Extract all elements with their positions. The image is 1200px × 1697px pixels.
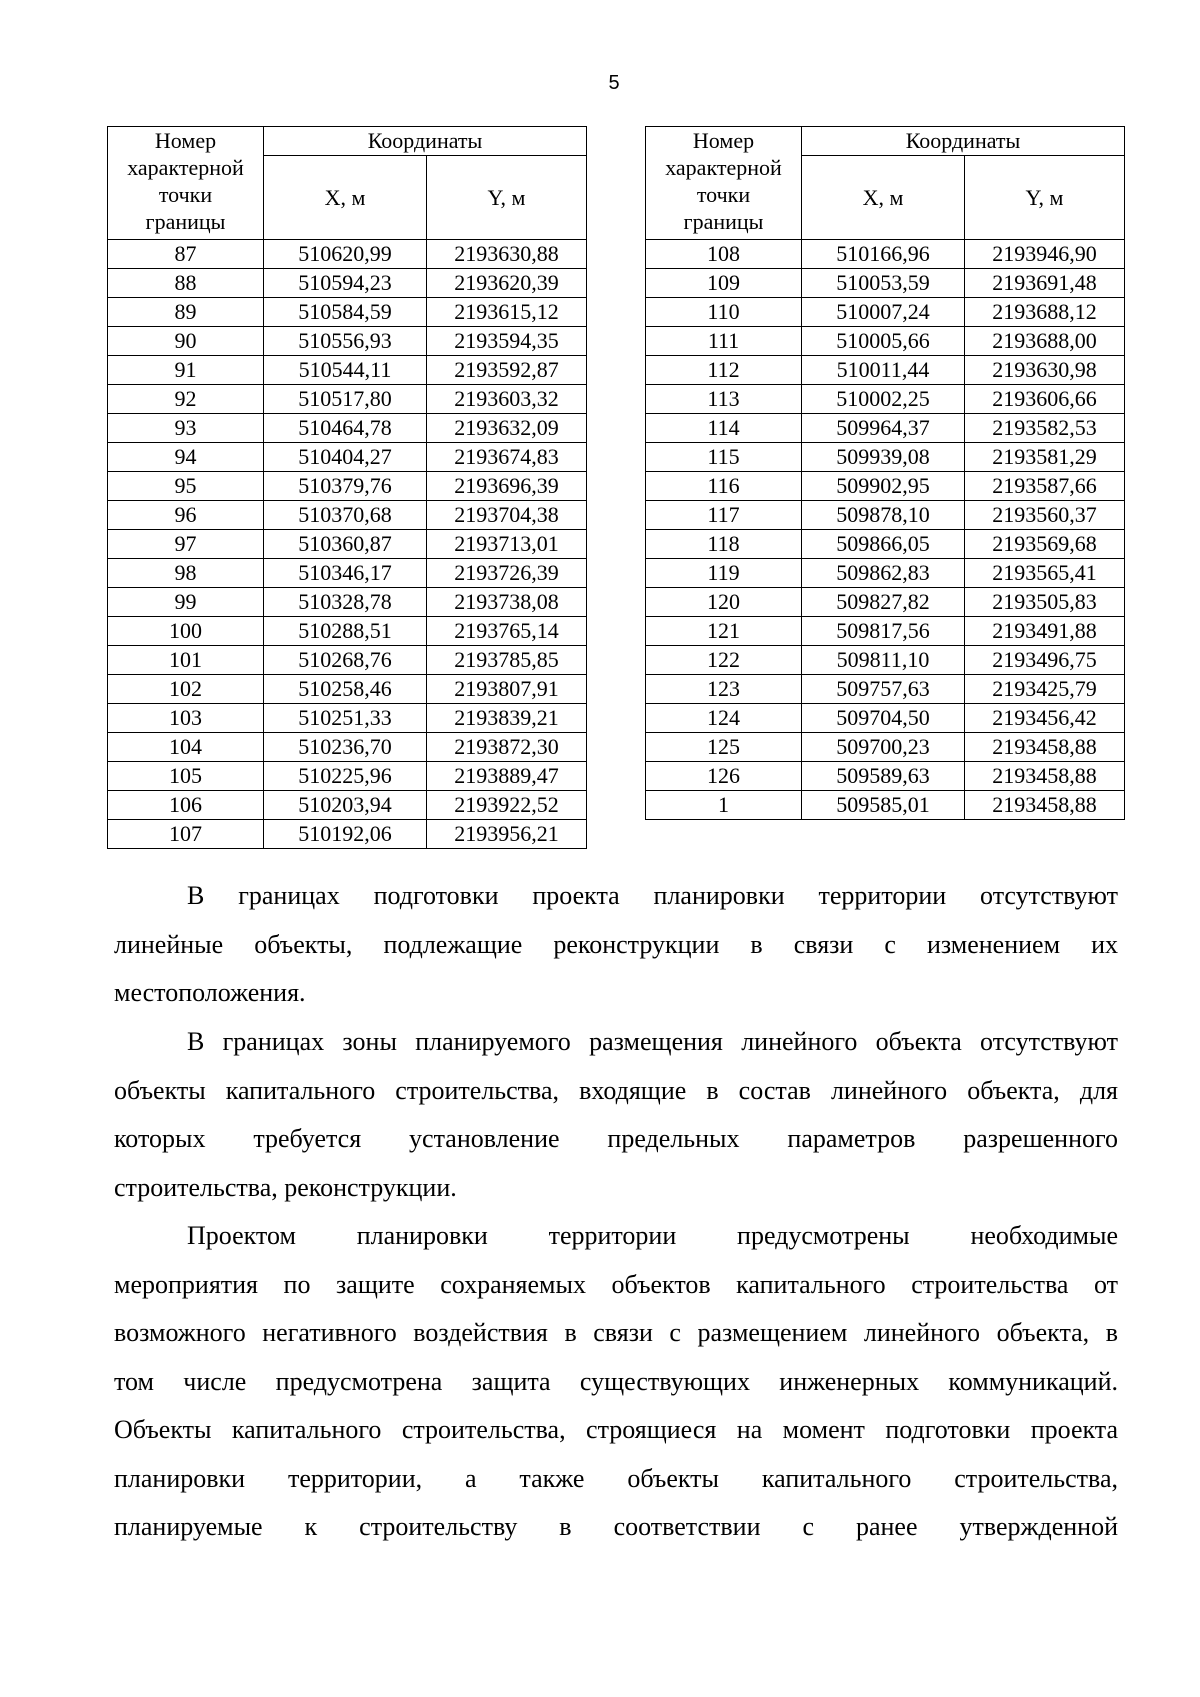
y-coordinate-cell: 2193630,88 [427,240,587,269]
x-coordinate-cell: 510620,99 [264,240,427,269]
coordinates-table-left [107,126,587,849]
point-number-cell: 115 [646,443,802,472]
y-coordinate-cell: 2193594,35 [427,327,587,356]
y-coordinate-cell: 2193569,68 [965,530,1125,559]
x-coordinate-cell: 510404,27 [264,443,427,472]
point-number-cell: 114 [646,414,802,443]
point-number-cell: 97 [108,530,264,559]
y-coordinate-cell: 2193688,12 [965,298,1125,327]
y-coordinate-cell: 2193560,37 [965,501,1125,530]
x-coordinate-cell: 510192,06 [264,820,427,849]
x-coordinate-cell: 509878,10 [802,501,965,530]
point-number-cell: 113 [646,385,802,414]
y-coordinate-cell: 2193582,53 [965,414,1125,443]
coordinates-table-right [645,126,1125,820]
table-row [646,675,1125,704]
y-coordinate-cell: 2193458,88 [965,791,1125,820]
y-coordinate-cell: 2193425,79 [965,675,1125,704]
text-line: планировки территории, а также объекты капитального строительства, [114,1463,1118,1493]
point-number-cell: 119 [646,559,802,588]
y-coordinate-cell: 2193713,01 [427,530,587,559]
x-coordinate-cell: 510584,59 [264,298,427,327]
table-row [108,240,587,269]
table-row [108,414,587,443]
y-coordinate-cell: 2193839,21 [427,704,587,733]
x-coordinate-cell: 509704,50 [802,704,965,733]
x-coordinate-cell: 510346,17 [264,559,427,588]
y-coordinate-cell: 2193620,39 [427,269,587,298]
text-line: том числе предусмотрена защита существующих инженерных коммуникаций. [114,1366,1118,1396]
point-number-cell: 117 [646,501,802,530]
table-row [646,356,1125,385]
table-row [646,646,1125,675]
x-coordinate-cell: 509862,83 [802,559,965,588]
point-number-cell: 91 [108,356,264,385]
text-line: объекты капитального строительства, входящие в состав линейного объекта, для [114,1075,1118,1105]
table-row [108,356,587,385]
y-coordinate-cell: 2193807,91 [427,675,587,704]
x-coordinate-cell: 510517,80 [264,385,427,414]
y-coordinate-cell: 2193505,83 [965,588,1125,617]
x-coordinate-cell: 510556,93 [264,327,427,356]
x-coordinate-cell: 510236,70 [264,733,427,762]
table-row [646,327,1125,356]
point-number-cell: 94 [108,443,264,472]
text-line: Объекты капитального строительства, строящиеся на момент подготовки проекта [114,1415,1118,1444]
point-number-cell: 121 [646,617,802,646]
table-row [108,501,587,530]
y-coordinate-cell: 2193632,09 [427,414,587,443]
x-coordinate-cell: 510594,23 [264,269,427,298]
y-coordinate-cell: 2193674,83 [427,443,587,472]
y-coordinate-cell: 2193630,98 [965,356,1125,385]
point-number-cell: 1 [646,791,802,820]
table-row [108,646,587,675]
x-coordinate-cell: 510005,66 [802,327,965,356]
x-coordinate-cell: 509700,23 [802,733,965,762]
point-number-cell: 100 [108,617,264,646]
point-number-cell: 118 [646,530,802,559]
y-coordinate-cell: 2193456,42 [965,704,1125,733]
y-coordinate-cell: 2193889,47 [427,762,587,791]
point-number-cell: 101 [108,646,264,675]
table-row [646,588,1125,617]
x-coordinate-cell: 509902,95 [802,472,965,501]
y-coordinate-cell: 2193458,88 [965,762,1125,791]
x-coordinate-cell: 510370,68 [264,501,427,530]
x-coordinate-cell: 509585,01 [802,791,965,820]
point-number-cell: 96 [108,501,264,530]
table-row [108,588,587,617]
y-coordinate-cell: 2193615,12 [427,298,587,327]
x-header: X, м [802,156,965,240]
table-row [108,820,587,849]
y-header: Y, м [965,156,1125,240]
x-coordinate-cell: 510225,96 [264,762,427,791]
point-number-cell: 105 [108,762,264,791]
table-row [646,269,1125,298]
point-number-cell: 112 [646,356,802,385]
x-coordinate-cell: 510288,51 [264,617,427,646]
point-number-cell: 123 [646,675,802,704]
y-coordinate-cell: 2193691,48 [965,269,1125,298]
x-coordinate-cell: 510251,33 [264,704,427,733]
point-number-cell: 116 [646,472,802,501]
point-number-cell: 126 [646,762,802,791]
y-coordinate-cell: 2193592,87 [427,356,587,385]
y-coordinate-cell: 2193956,21 [427,820,587,849]
point-number-cell: 95 [108,472,264,501]
y-header: Y, м [427,156,587,240]
y-coordinate-cell: 2193785,85 [427,646,587,675]
table-row [108,762,587,791]
x-coordinate-cell: 510268,76 [264,646,427,675]
paragraph-capital-objects [114,1018,1118,1212]
y-coordinate-cell: 2193696,39 [427,472,587,501]
point-number-cell: 99 [108,588,264,617]
table-row [108,617,587,646]
table-row [108,559,587,588]
x-coordinate-cell: 510360,87 [264,530,427,559]
paragraph-protection-measures [114,1212,1118,1552]
point-number-cell: 88 [108,269,264,298]
table-row [108,530,587,559]
x-coordinate-cell: 509827,82 [802,588,965,617]
x-coordinate-cell: 509817,56 [802,617,965,646]
coordinates-header: Координаты [264,127,587,156]
point-number-cell: 106 [108,791,264,820]
text-line: мероприятия по защите сохраняемых объектов капитального строительства от [114,1269,1118,1299]
x-coordinate-cell: 509964,37 [802,414,965,443]
x-coordinate-cell: 509757,63 [802,675,965,704]
x-coordinate-cell: 510379,76 [264,472,427,501]
point-number-cell: 120 [646,588,802,617]
page-number: 5 [608,72,620,94]
x-coordinate-cell: 510011,44 [802,356,965,385]
point-number-cell: 93 [108,414,264,443]
y-coordinate-cell: 2193922,52 [427,791,587,820]
y-coordinate-cell: 2193458,88 [965,733,1125,762]
text-line: В границах зоны планируемого размещения линейного объекта отсутствуют [187,1027,1118,1056]
text-line: возможного негативного воздействия в связи с размещением линейного объекта, в [114,1318,1118,1347]
x-coordinate-cell: 510203,94 [264,791,427,820]
table-row [646,414,1125,443]
y-coordinate-cell: 2193491,88 [965,617,1125,646]
text-line: Проектом планировки территории предусмотрены необходимые [187,1221,1118,1250]
x-coordinate-cell: 510258,46 [264,675,427,704]
y-coordinate-cell: 2193704,38 [427,501,587,530]
x-coordinate-cell: 509866,05 [802,530,965,559]
point-number-cell: 90 [108,327,264,356]
table-row [646,298,1125,327]
point-number-cell: 122 [646,646,802,675]
x-coordinate-cell: 510464,78 [264,414,427,443]
point-number-cell: 109 [646,269,802,298]
text-line: которых требуется установление предельных параметров разрешенного [114,1124,1118,1153]
y-coordinate-cell: 2193603,32 [427,385,587,414]
table-row [646,385,1125,414]
table-row [646,472,1125,501]
table-row [646,733,1125,762]
point-number-cell: 108 [646,240,802,269]
y-coordinate-cell: 2193946,90 [965,240,1125,269]
table-row [646,762,1125,791]
y-coordinate-cell: 2193606,66 [965,385,1125,414]
table-row [646,530,1125,559]
table-row [108,298,587,327]
point-number-cell: 103 [108,704,264,733]
point-number-cell: 110 [646,298,802,327]
y-coordinate-cell: 2193765,14 [427,617,587,646]
point-number-cell: 98 [108,559,264,588]
point-number-cell: 124 [646,704,802,733]
table-row [646,443,1125,472]
x-coordinate-cell: 509811,10 [802,646,965,675]
table-row [108,327,587,356]
text-line: строительства, реконструкции. [114,1172,457,1202]
text-line: линейные объекты, подлежащие реконструкции в связи с изменением их [114,929,1118,959]
x-coordinate-cell: 510053,59 [802,269,965,298]
table-row [646,617,1125,646]
point-number-cell: 92 [108,385,264,414]
table-row [646,704,1125,733]
point-number-cell: 125 [646,733,802,762]
table-row [108,385,587,414]
x-coordinate-cell: 510007,24 [802,298,965,327]
y-coordinate-cell: 2193581,29 [965,443,1125,472]
x-coordinate-cell: 509939,08 [802,443,965,472]
y-coordinate-cell: 2193587,66 [965,472,1125,501]
point-number-cell: 107 [108,820,264,849]
table-row [108,675,587,704]
table-row [646,501,1125,530]
x-coordinate-cell: 510328,78 [264,588,427,617]
table-row [108,704,587,733]
point-number-cell: 104 [108,733,264,762]
y-coordinate-cell: 2193496,75 [965,646,1125,675]
x-coordinate-cell: 510002,25 [802,385,965,414]
table-row [108,443,587,472]
table-row [646,791,1125,820]
table-row [646,240,1125,269]
table-row [108,733,587,762]
x-coordinate-cell: 510166,96 [802,240,965,269]
table-row [108,791,587,820]
x-coordinate-cell: 509589,63 [802,762,965,791]
y-coordinate-cell: 2193688,00 [965,327,1125,356]
text-line: планируемые к строительству в соответствии с ранее утвержденной [114,1512,1118,1541]
table-row [108,472,587,501]
y-coordinate-cell: 2193726,39 [427,559,587,588]
point-number-cell: 89 [108,298,264,327]
point-number-cell: 87 [108,240,264,269]
point-number-cell: 102 [108,675,264,704]
x-header: X, м [264,156,427,240]
y-coordinate-cell: 2193872,30 [427,733,587,762]
table-row [646,559,1125,588]
coordinates-header: Координаты [802,127,1125,156]
x-coordinate-cell: 510544,11 [264,356,427,385]
point-number-header: Номер характерной точки границы [646,127,802,240]
point-number-cell: 111 [646,327,802,356]
paragraph-linear-objects [114,872,1118,1018]
text-line: местоположения. [114,978,306,1007]
text-line: В границах подготовки проекта планировки территории отсутствуют [187,881,1118,910]
table-row [108,269,587,298]
y-coordinate-cell: 2193738,08 [427,588,587,617]
y-coordinate-cell: 2193565,41 [965,559,1125,588]
point-number-header: Номер характерной точки границы [108,127,264,240]
